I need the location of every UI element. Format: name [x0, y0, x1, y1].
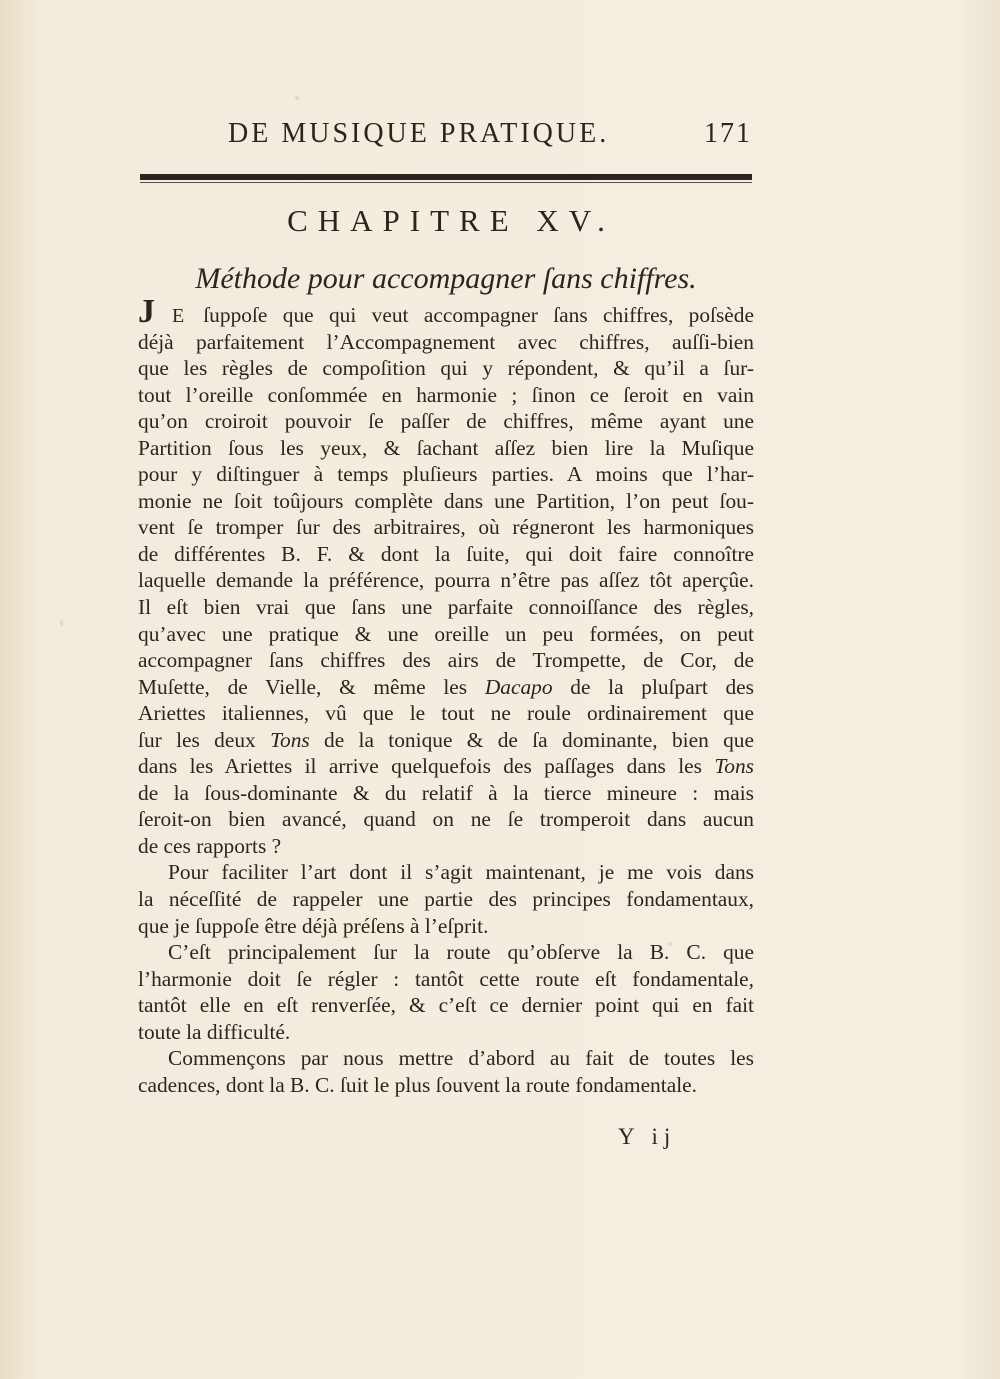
text-line: Ariettes italiennes, vû que le tout ne roule ordinairement que	[138, 701, 754, 726]
text-line: de ces rapports ?	[138, 833, 282, 858]
text-line: monie ne ſoit toûjours complète dans une Partition, l’on peut ſou-	[138, 488, 754, 513]
chapter-subtitle: Méthode pour accompagner ſans chiffres.	[195, 262, 697, 295]
text-line: accompagner ſans chiffres des airs de Trompette, de Cor, de	[138, 648, 754, 673]
text-line: J E ſuppoſe que qui veut accompagner ſans chiffres, poſsède	[138, 293, 754, 330]
page-number: 171	[704, 118, 752, 149]
italic-term: Tons	[714, 754, 754, 779]
text-line: l’harmonie doit ſe régler : tantôt cette route eſt fondamentale,	[138, 966, 754, 991]
drop-cap: J	[138, 293, 155, 330]
header-rule-thin	[140, 182, 752, 183]
text-line: C’eſt principalement ſur la route qu’obſerve la B. C. que	[168, 940, 754, 965]
body-text	[138, 293, 754, 1098]
text-line: que les règles de compoſition qui y répondent, & qu’il a ſur-	[138, 356, 754, 381]
text-line: Partition ſous les yeux, & ſachant aſſez bien lire la Muſique	[138, 435, 754, 460]
text-line: déjà parfaitement l’Accompagnement avec chiffres, auſſi-bien	[138, 329, 754, 354]
text-line: ſeroit-on bien avancé, quand on ne ſe tromperoit dans aucun	[138, 807, 754, 832]
text-line: toute la difficulté.	[138, 1019, 291, 1044]
text-line: laquelle demande la préférence, pourra n’être pas aſſez tôt aperçûe.	[138, 568, 754, 593]
text-line: vent ſe tromper ſur des arbitraires, où régneront les harmoniques	[138, 515, 754, 540]
header-rule	[140, 174, 752, 180]
text-line: Il eſt bien vrai que ſans une parfaite connoiſſance des règles,	[138, 595, 754, 620]
running-head	[140, 118, 752, 158]
text-line: tout l’oreille conſommée en harmonie ; ſinon ce ſeroit en vain	[138, 382, 754, 407]
small-cap-e: E	[155, 305, 204, 327]
text-line: de différentes B. F. & dont la ſuite, qui doit faire connoître	[138, 541, 754, 566]
text-line: dans les Ariettes il arrive quelquefois des paſſages dans les Tons	[138, 754, 754, 779]
paper-speck	[295, 96, 299, 100]
running-title: DE MUSIQUE PRATIQUE.	[228, 118, 610, 149]
text-line: tantôt elle en eſt renverſée, & c’eſt ce dernier point qui en fait	[138, 993, 754, 1018]
text-line: qu’on croiroit pouvoir ſe paſſer de chiffres, même ayant une	[138, 409, 754, 434]
text-line: qu’avec une pratique & une oreille un peu formées, on peut	[138, 621, 754, 646]
paper-speck	[60, 620, 63, 626]
text-line: pour y diſtinguer à temps pluſieurs parties. A moins que l’har-	[138, 462, 754, 487]
text-line: Muſette, de Vielle, & même les Dacapo de la pluſpart des	[138, 674, 754, 699]
italic-term: Tons	[270, 727, 310, 752]
italic-term: Dacapo	[484, 674, 553, 699]
text-line: cadences, dont la B. C. ſuit le plus ſouvent la route fondamentale.	[138, 1072, 697, 1097]
text-line: la néceſſité de rappeler une partie des principes fondamentaux,	[138, 887, 754, 912]
text-line: ſur les deux Tons de la tonique & de ſa dominante, bien que	[138, 727, 754, 752]
text-line: de la ſous-dominante & du relatif à la tierce mineure : mais	[138, 780, 754, 805]
text-line: Commençons par nous mettre d’abord au fait de toutes les	[168, 1046, 754, 1071]
text-line: que je ſuppoſe être déjà préſens à l’eſprit.	[138, 913, 489, 938]
signature-mark: Y ij	[618, 1124, 677, 1149]
chapter-title: CHAPITRE XV.	[287, 203, 615, 238]
text-line: Pour faciliter l’art dont il s’agit maintenant, je me vois dans	[168, 860, 754, 885]
